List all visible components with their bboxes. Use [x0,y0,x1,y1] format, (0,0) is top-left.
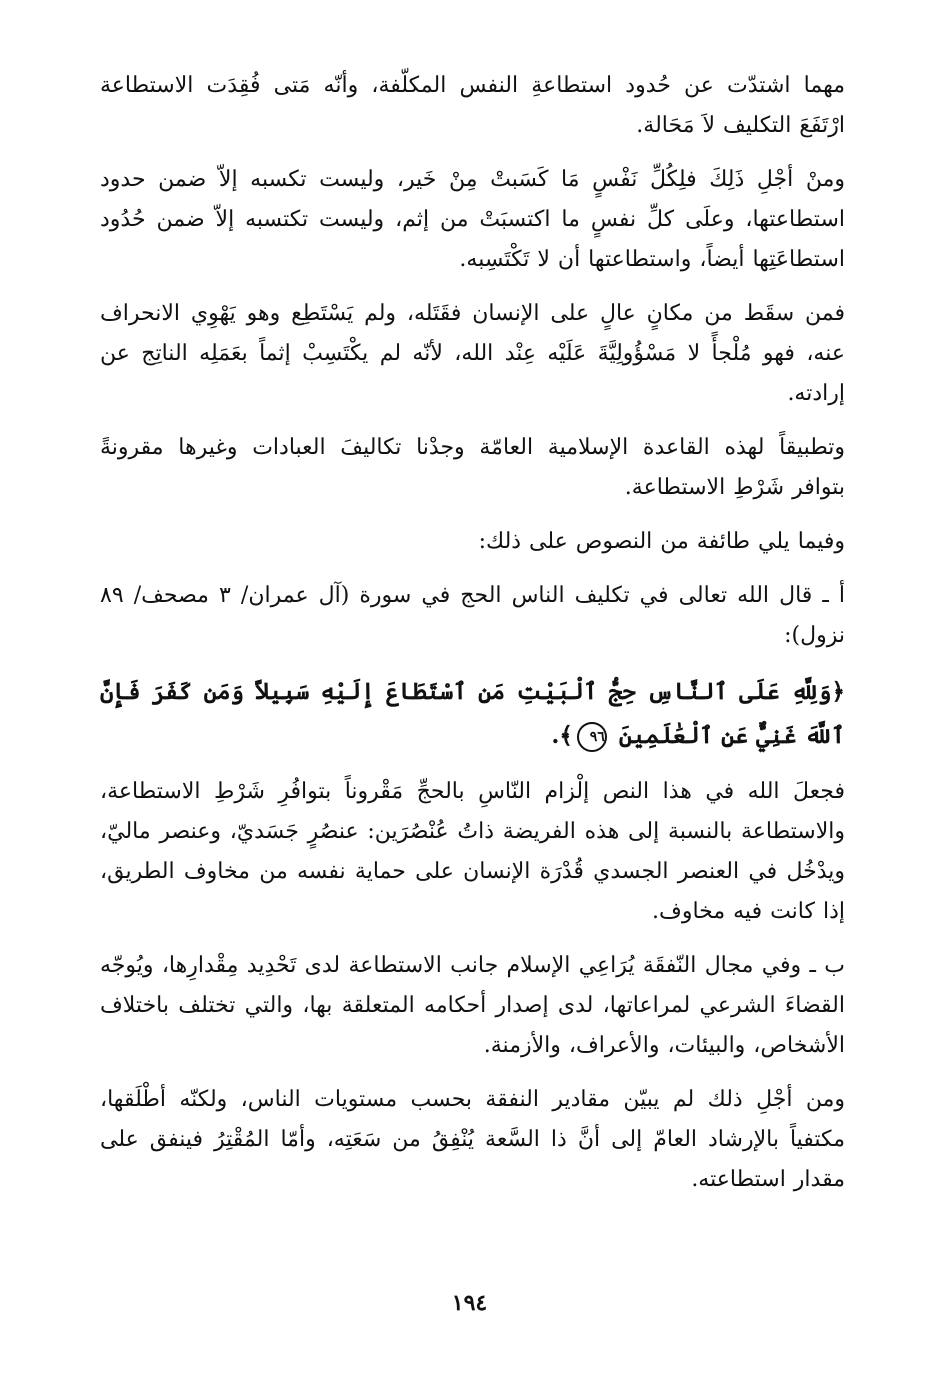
page-number: ١٩٤ [451,1290,488,1316]
paragraph-5: وفيما يلي طائفة من النصوص على ذلك: [478,529,845,554]
verse-number-badge: ٩٦ [577,722,607,752]
verse-text: ﴿وَلِلَّهِ عَلَى ٱلنَّاسِ حِجُّ ٱلْبَيْتِ مَنِ ٱسْتَطَاعَ إِلَيْهِ سَبِيلاً وَمَن كَفَرَ فَإِنَّ ٱللَّهَ غَنِيٌّ عَنِ ٱلْعَٰلَمِينَ [100,678,845,749]
paragraph-2: ومنْ أجْلِ ذَلِكَ فلِكُلِّ نَفْسٍ مَا كَسَبتْ مِنْ خَير، وليست تكسبه إلاّ ضمن حدود استطاعتها، وعلَى كلِّ نفسٍ ما اكتسبَتْ من إثم، وليست تكتسبه إلاّ ضمن حُدُود استطاعَتِها أيضاً، واستطاعتها أن لا تَكْتَسِبه. [100,167,845,272]
verse-close: ﴾. [551,722,573,749]
paragraph-6: أ ـ قال الله تعالى في تكليف الناس الحج في سورة (آل عمران/ ٣ مصحف/ ٨٩ نزول): [100,583,845,648]
paragraph-1: مهما اشتدّت عن حُدود استطاعةِ النفس المكلّفة، وأنّه مَتى فُقِدَت الاستطاعة ارْتَفَعَ التكليف لاَ مَحَالة. [100,73,845,138]
paragraph-3: فمن سقَط من مكانٍ عالٍ على الإنسان فقَتَله، ولم يَسْتَطِع وهو يَهْوِي الانحراف عنه، فهو مُلْجأً لا مَسْؤُولِيَّةَ عَلَيْه عِنْد الله، لأنّه لم يكْتَسِبْ إثماً بعَمَلِه الناتِج عن إرادته. [100,301,845,406]
paragraph-9: ومن أجْلِ ذلك لم يبيّن مقادير النفقة بحسب مستويات الناس، ولكنّه أطْلَقها، مكتفياً بالإرشاد العامّ إلى أنَّ ذا السَّعة يُنْفِقُ من سَعَتِه، وأمّا المُقْتِرُ فينفق على مقدار استطاعته. [100,1087,845,1192]
quran-verse [100,670,845,758]
paragraph-7: فجعلَ الله في هذا النص إلْزام النّاسِ بالحجِّ مَقْروناً بتوافُرِ شَرْطِ الاستطاعة، والاستطاعة بالنسبة إلى هذه الفريضة ذاتُ عُنْصُرَين: عنصُرٍ جَسَديّ، وعنصر ماليّ، ويدْخُل في العنصر الجسدي قُدْرَة الإنسان على حماية نفسه من مخاوف الطريق، إذا كانت فيه مخاوف. [100,779,845,924]
page-body [100,66,845,1214]
paragraph-4: وتطبيقاً لهذه القاعدة الإسلامية العامّة وجدْنا تكاليفَ العبادات وغيرها مقرونةً بتوافر شَرْطِ الاستطاعة. [100,435,846,500]
paragraph-8: ب ـ وفي مجال النّفقَة يُرَاعِي الإسلام جانب الاستطاعة لدى تَحْدِيد مِقْدارِها، ويُوجّه القضاءَ الشرعي لمراعاتها، لدى إصدار أحكامه المتعلقة بها، والتي تختلف باختلاف الأشخاص، والبيئات، والأعراف، والأزمنة. [100,953,845,1058]
